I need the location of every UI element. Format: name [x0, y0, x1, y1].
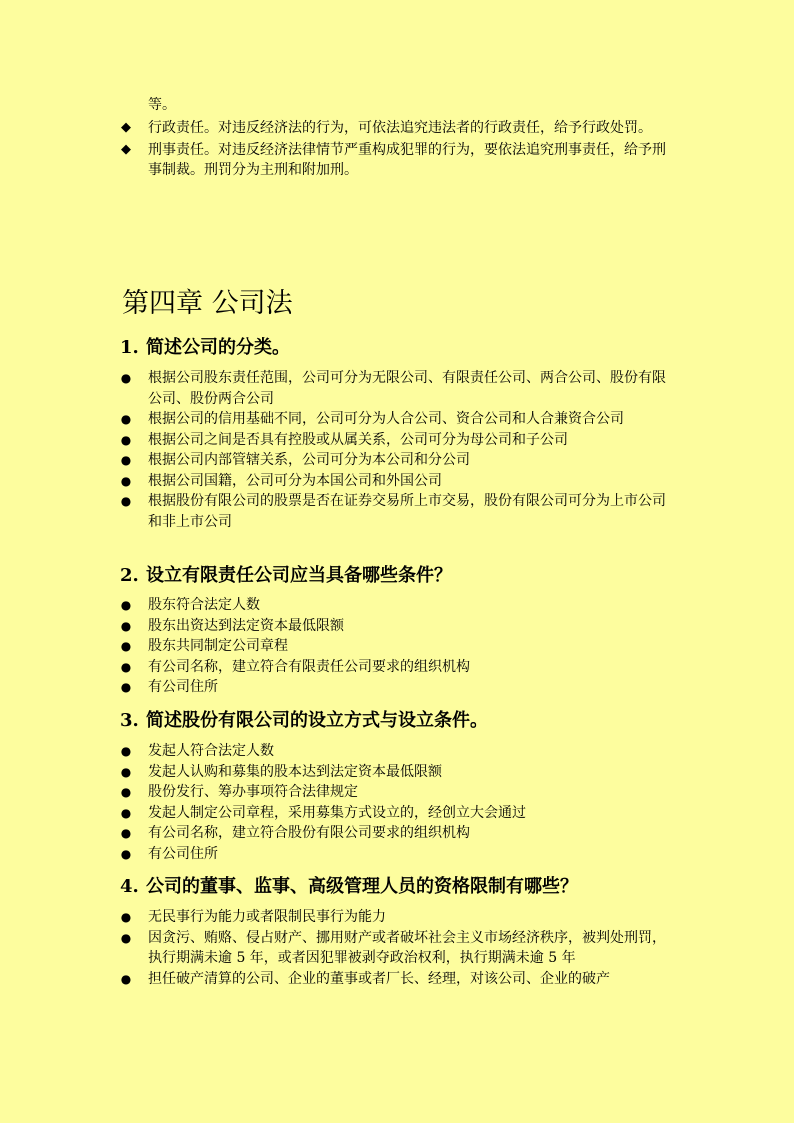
list-item-text: 根据公司的信用基础不同，公司可分为人合公司、资合公司和人合兼资合公司	[148, 411, 624, 427]
bullet-icon: ●	[120, 910, 132, 924]
list-item	[0, 595, 678, 616]
section-number: 3.	[120, 710, 139, 731]
list-item	[0, 782, 678, 803]
list-item-text: 有公司住所	[148, 845, 218, 862]
bullet-icon: ●	[120, 453, 132, 467]
bullet-icon: ●	[120, 846, 132, 861]
section-title: 设立有限责任公司应当具备哪些条件？	[146, 565, 452, 586]
list-item	[0, 969, 678, 990]
diamond-bullet-icon: ◆	[121, 120, 131, 135]
list-item	[0, 677, 678, 698]
section-title: 简述公司的分类。	[146, 337, 290, 358]
bullet-icon: ●	[120, 618, 132, 633]
list-item	[0, 118, 678, 139]
bullet-icon: ●	[120, 371, 132, 385]
list-item-text: 行政责任。对违反经济法的行为，可依法追究违法者的行政责任，给予行政处罚。	[148, 120, 652, 136]
section-heading	[120, 564, 452, 588]
list-item-text: 发起人认购和募集的股本达到法定资本最低限额	[148, 763, 442, 780]
list-item-text: 刑事责任。对违反经济法律情节严重构成犯罪的行为，要依法追究刑事责任，给予刑事制裁。刑罚分为主刑和附加刑。	[148, 141, 666, 178]
bullet-icon: ●	[120, 680, 132, 694]
section-heading	[120, 336, 290, 360]
list-item	[0, 844, 678, 865]
continuation-text: 等。	[148, 97, 176, 113]
list-item-text: 根据股份有限公司的股票是否在证券交易所上市交易，股份有限公司可分为上市公司和非上市公司	[148, 493, 666, 530]
list-item-text: 根据公司国籍，公司可分为本国公司和外国公司	[148, 472, 442, 489]
section-2-list	[0, 595, 794, 698]
list-item	[0, 409, 678, 430]
bullet-icon: ●	[120, 659, 132, 674]
list-item-text: 有公司名称，建立符合股份有限公司要求的组织机构	[148, 825, 470, 841]
liability-list	[0, 118, 794, 181]
list-item	[0, 803, 678, 824]
list-item-text: 有公司名称，建立符合有限责任公司要求的组织机构	[148, 658, 470, 675]
chapter-title: 第四章 公司法	[122, 288, 293, 319]
list-item	[0, 450, 678, 471]
section-number: 2.	[120, 565, 139, 586]
bullet-icon: ●	[120, 473, 132, 488]
bullet-icon: ●	[120, 432, 132, 447]
list-item-text: 股份发行、筹办事项符合法律规定	[148, 784, 358, 800]
list-item-text: 因贪污、贿赂、侵占财产、挪用财产或者破坏社会主义市场经济秩序，被判处刑罚，执行期满未逾 5 年，或者因犯罪被剥夺政治权利，执行期满未逾 5 年	[148, 929, 666, 966]
section-number: 4.	[120, 876, 139, 897]
section-3-list	[0, 741, 794, 864]
diamond-bullet-icon: ◆	[121, 141, 131, 157]
bullet-icon: ●	[120, 826, 132, 840]
list-item	[0, 140, 678, 181]
bullet-icon: ●	[120, 764, 132, 779]
list-item	[0, 616, 678, 637]
list-item	[0, 907, 678, 928]
list-item-text: 根据公司股东责任范围，公司可分为无限公司、有限责任公司、两合公司、股份有限公司、股份两合公司	[148, 370, 666, 407]
list-item	[0, 636, 678, 657]
list-item-text: 无民事行为能力或者限制民事行为能力	[148, 909, 386, 925]
list-item-text: 发起人符合法定人数	[148, 743, 274, 759]
bullet-icon: ●	[120, 805, 132, 820]
bullet-icon: ●	[120, 971, 132, 986]
list-item-text: 股东符合法定人数	[148, 597, 260, 613]
list-item-text: 担任破产清算的公司、企业的董事或者厂长、经理，对该公司、企业的破产	[148, 970, 610, 987]
list-item-text: 根据公司内部管辖关系，公司可分为本公司和分公司	[148, 452, 470, 468]
section-number: 1.	[120, 337, 139, 358]
bullet-icon: ●	[120, 785, 132, 799]
list-item	[0, 823, 678, 844]
section-4-list	[0, 907, 794, 989]
list-item	[0, 928, 678, 969]
list-item	[0, 430, 678, 451]
section-heading	[120, 709, 488, 733]
section-title: 公司的董事、监事、高级管理人员的资格限制有哪些？	[146, 876, 578, 897]
list-item-text: 根据公司之间是否具有控股或从属关系，公司可分为母公司和子公司	[148, 431, 568, 448]
list-item	[0, 368, 678, 409]
list-item-text: 股东出资达到法定资本最低限额	[148, 617, 344, 634]
bullet-icon: ●	[120, 598, 132, 612]
bullet-icon: ●	[120, 412, 132, 426]
section-1-list	[0, 368, 794, 532]
list-item	[0, 491, 678, 532]
section-heading	[120, 875, 578, 899]
list-item	[0, 762, 678, 783]
section-title: 简述股份有限公司的设立方式与设立条件。	[146, 710, 488, 731]
list-item	[0, 741, 678, 762]
list-item-text: 发起人制定公司章程，采用募集方式设立的，经创立大会通过	[148, 804, 526, 821]
bullet-icon: ●	[120, 639, 132, 653]
list-item	[0, 657, 678, 678]
list-item-text: 股东共同制定公司章程	[148, 638, 288, 654]
list-item	[0, 471, 678, 492]
list-item-text: 有公司住所	[148, 679, 218, 695]
bullet-icon: ●	[120, 744, 132, 758]
bullet-icon: ●	[120, 494, 132, 508]
bullet-icon: ●	[120, 930, 132, 945]
